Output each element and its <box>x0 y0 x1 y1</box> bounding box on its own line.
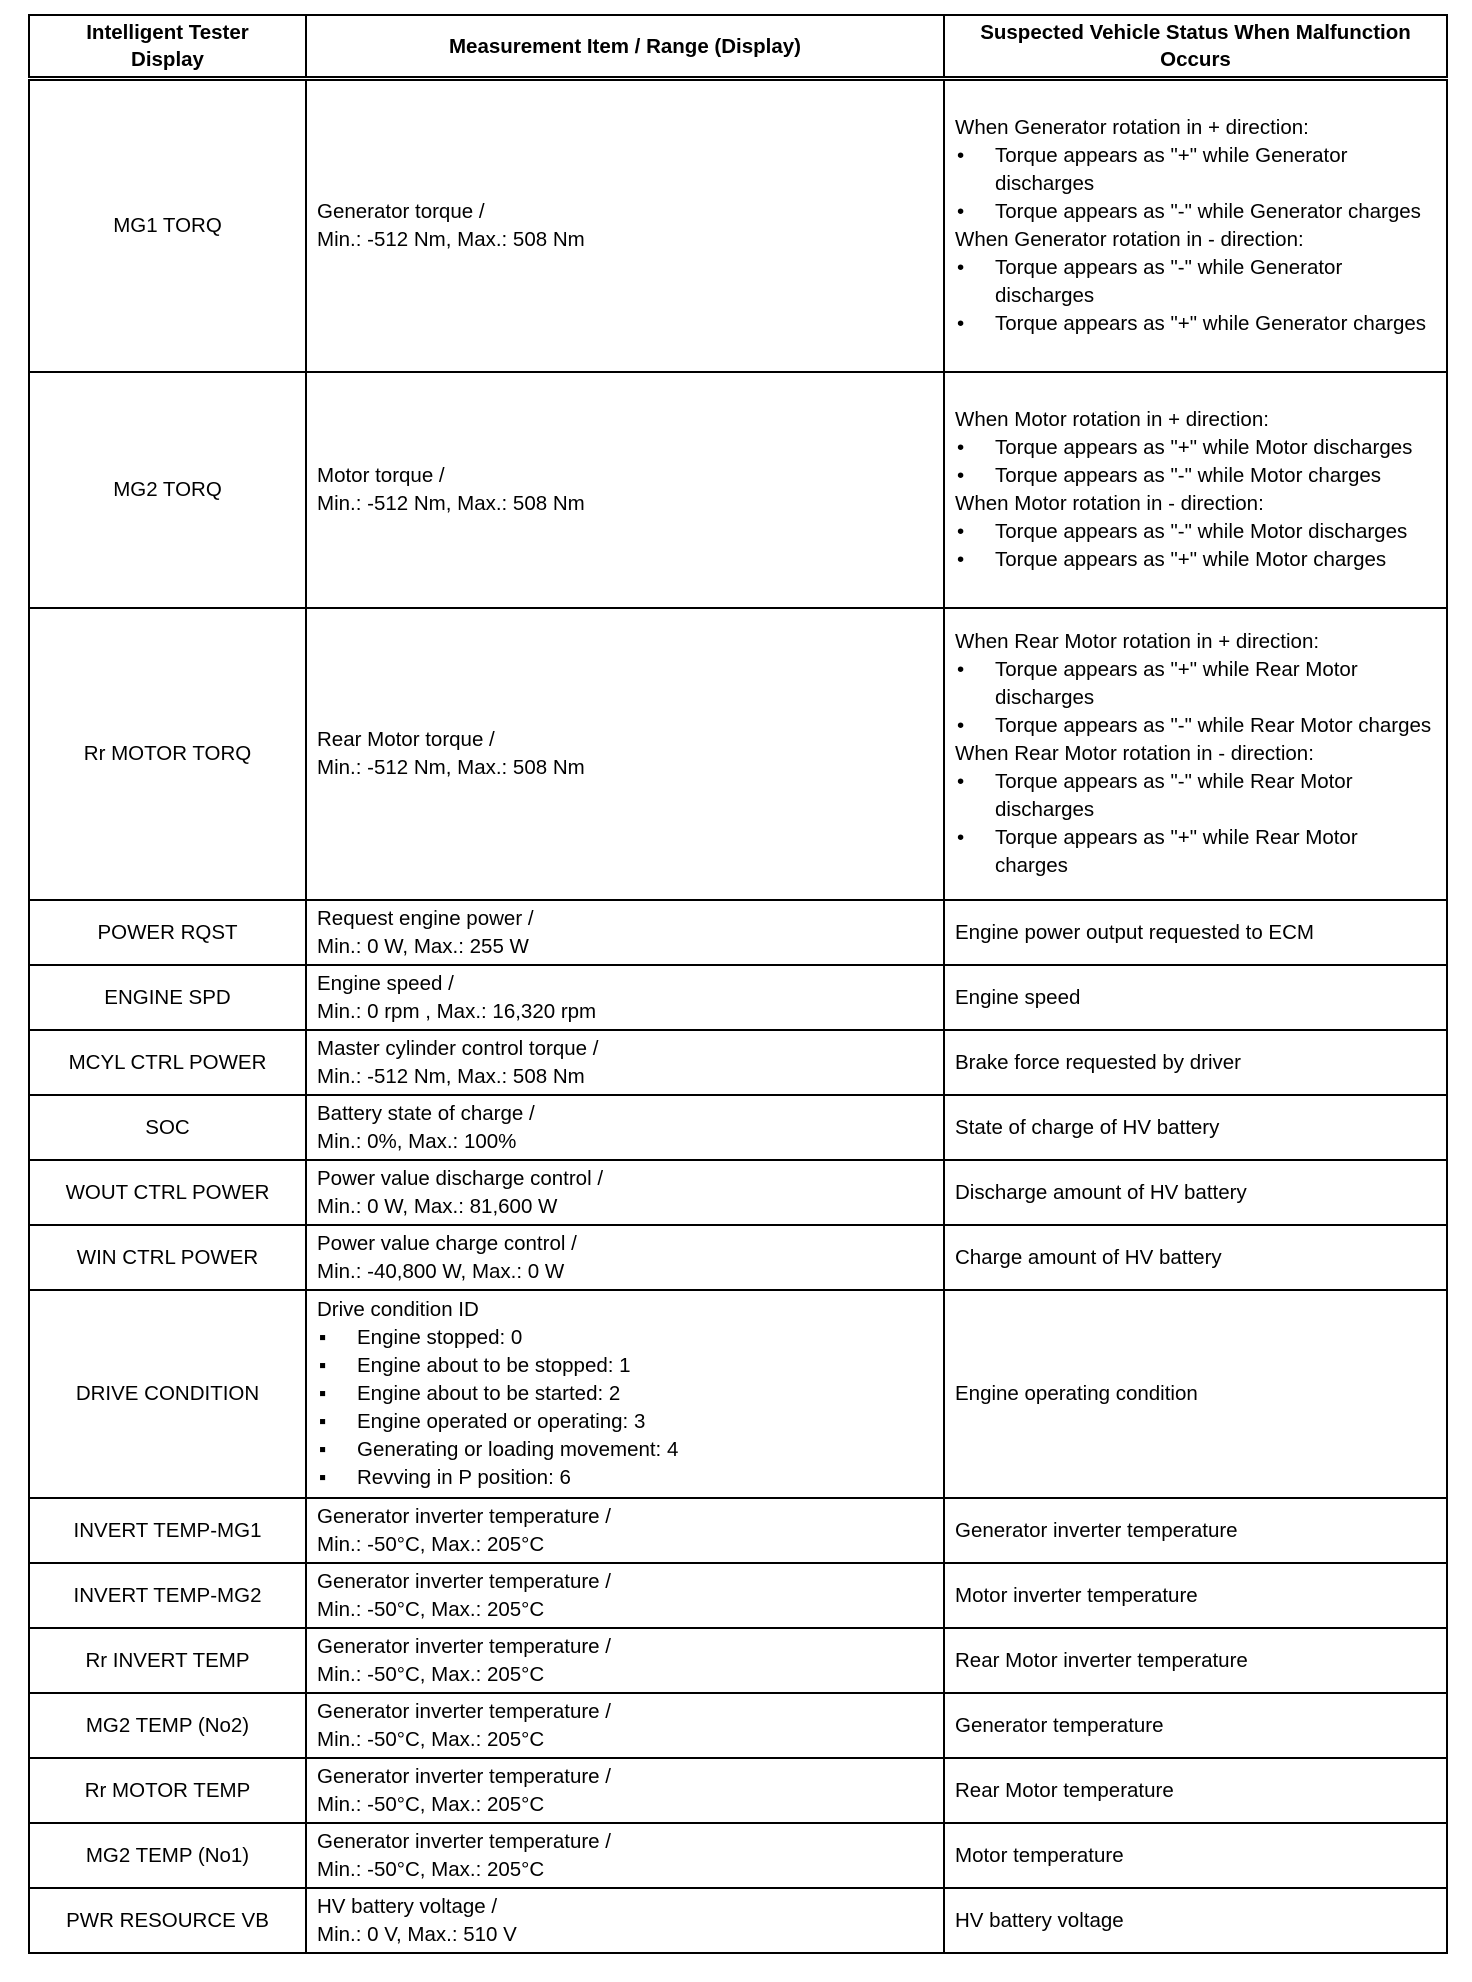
status-bullet: • Torque appears as "-" while Motor charges <box>955 462 1436 490</box>
status-bullet: • Torque appears as "+" while Motor discharges <box>955 434 1436 462</box>
measurement-cell: Engine speed / Min.: 0 rpm , Max.: 16,320 rpm <box>306 965 944 1030</box>
drive-condition-item: ▪ Revving in P position: 6 <box>317 1464 933 1492</box>
status-bullet: • Torque appears as "-" while Rear Motor charges <box>955 712 1436 740</box>
tester-display-cell: PWR RESOURCE VB <box>29 1888 306 1953</box>
tester-display-cell: DRIVE CONDITION <box>29 1290 306 1498</box>
status-heading: When Generator rotation in + direction: <box>955 116 1309 139</box>
status-bullets <box>955 434 1436 490</box>
measurement-cell: Battery state of charge / Min.: 0%, Max.: 100% <box>306 1095 944 1160</box>
table-row <box>29 1823 1447 1888</box>
status-cell: Motor inverter temperature <box>944 1563 1447 1628</box>
tester-display-cell: INVERT TEMP-MG1 <box>29 1498 306 1563</box>
status-cell: Generator inverter temperature <box>944 1498 1447 1563</box>
status-bullets <box>955 656 1436 740</box>
tester-display-cell: WIN CTRL POWER <box>29 1225 306 1290</box>
header-tester-display: Intelligent Tester Display <box>29 15 306 79</box>
status-cell: Generator temperature <box>944 1693 1447 1758</box>
status-bullets <box>955 768 1436 880</box>
measurement-cell: Rear Motor torque / Min.: -512 Nm, Max.: 508 Nm <box>306 608 944 900</box>
table-row <box>29 965 1447 1030</box>
table-row <box>29 1095 1447 1160</box>
status-cell: Engine power output requested to ECM <box>944 900 1447 965</box>
measurement-cell: Generator inverter temperature / Min.: -50°C, Max.: 205°C <box>306 1563 944 1628</box>
table-header-row <box>29 15 1447 79</box>
tester-display-cell: WOUT CTRL POWER <box>29 1160 306 1225</box>
drive-condition-item: ▪ Engine about to be stopped: 1 <box>317 1352 933 1380</box>
table-row <box>29 900 1447 965</box>
tester-display-cell: Rr INVERT TEMP <box>29 1628 306 1693</box>
document-page <box>28 14 1446 1954</box>
table-row <box>29 1290 1447 1498</box>
table-row <box>29 1160 1447 1225</box>
status-cell <box>944 79 1447 373</box>
measurement-cell: Power value charge control / Min.: -40,800 W, Max.: 0 W <box>306 1225 944 1290</box>
drive-condition-item: ▪ Generating or loading movement: 4 <box>317 1436 933 1464</box>
tester-display-cell: MG1 TORQ <box>29 79 306 373</box>
status-cell: HV battery voltage <box>944 1888 1447 1953</box>
header-measurement: Measurement Item / Range (Display) <box>306 15 944 79</box>
measurement-cell: Power value discharge control / Min.: 0 W, Max.: 81,600 W <box>306 1160 944 1225</box>
status-bullet: • Torque appears as "+" while Generator charges <box>955 310 1436 338</box>
tester-display-cell: POWER RQST <box>29 900 306 965</box>
status-heading: When Generator rotation in - direction: <box>955 228 1304 251</box>
drive-condition-item: ▪ Engine stopped: 0 <box>317 1324 933 1352</box>
measurement-cell: Motor torque / Min.: -512 Nm, Max.: 508 Nm <box>306 372 944 608</box>
status-bullet: • Torque appears as "+" while Rear Motor discharges <box>955 656 1436 712</box>
table-row <box>29 79 1447 373</box>
tester-display-cell: MG2 TEMP (No1) <box>29 1823 306 1888</box>
status-cell: Motor temperature <box>944 1823 1447 1888</box>
status-bullet: • Torque appears as "+" while Generator discharges <box>955 142 1436 198</box>
status-cell: Brake force requested by driver <box>944 1030 1447 1095</box>
measurement-cell: Drive condition ID ▪ Engine stopped: 0 ▪ Engine about to be stopped: 1 ▪ Engine about to be started: 2 ▪ Engine operated or operating: 3 ▪ Generating or loading movement: 4 ▪ Revving in P position: 6 <box>306 1290 944 1498</box>
status-bullet: • Torque appears as "+" while Motor charges <box>955 546 1436 574</box>
table-row <box>29 372 1447 608</box>
header-vehicle-status: Suspected Vehicle Status When Malfunction Occurs <box>944 15 1447 79</box>
status-heading: When Rear Motor rotation in + direction: <box>955 630 1320 653</box>
table-row <box>29 608 1447 900</box>
status-cell: Rear Motor temperature <box>944 1758 1447 1823</box>
table-row <box>29 1888 1447 1953</box>
measurement-cell: Generator inverter temperature / Min.: -50°C, Max.: 205°C <box>306 1498 944 1563</box>
status-cell: Charge amount of HV battery <box>944 1225 1447 1290</box>
table-row <box>29 1758 1447 1823</box>
measurement-cell: Generator torque / Min.: -512 Nm, Max.: 508 Nm <box>306 79 944 373</box>
measurement-cell: Generator inverter temperature / Min.: -50°C, Max.: 205°C <box>306 1823 944 1888</box>
measurement-cell: Generator inverter temperature / Min.: -50°C, Max.: 205°C <box>306 1628 944 1693</box>
table-row <box>29 1628 1447 1693</box>
measurement-cell: Master cylinder control torque / Min.: -512 Nm, Max.: 508 Nm <box>306 1030 944 1095</box>
tester-display-cell: MG2 TORQ <box>29 372 306 608</box>
drive-condition-list <box>317 1324 933 1492</box>
table-row <box>29 1563 1447 1628</box>
status-bullets <box>955 518 1436 574</box>
status-cell: Engine speed <box>944 965 1447 1030</box>
tester-display-cell: INVERT TEMP-MG2 <box>29 1563 306 1628</box>
status-bullet: • Torque appears as "-" while Rear Motor discharges <box>955 768 1436 824</box>
table-row <box>29 1693 1447 1758</box>
tester-display-cell: ENGINE SPD <box>29 965 306 1030</box>
measurement-cell: HV battery voltage / Min.: 0 V, Max.: 510 V <box>306 1888 944 1953</box>
drive-condition-item: ▪ Engine about to be started: 2 <box>317 1380 933 1408</box>
status-heading: When Rear Motor rotation in - direction: <box>955 742 1314 765</box>
status-cell: Discharge amount of HV battery <box>944 1160 1447 1225</box>
table-row <box>29 1030 1447 1095</box>
table-row <box>29 1498 1447 1563</box>
status-cell <box>944 372 1447 608</box>
status-cell: State of charge of HV battery <box>944 1095 1447 1160</box>
status-heading: When Motor rotation in + direction: <box>955 408 1269 431</box>
measurement-cell: Request engine power / Min.: 0 W, Max.: 255 W <box>306 900 944 965</box>
tester-display-cell: Rr MOTOR TEMP <box>29 1758 306 1823</box>
status-bullets <box>955 254 1436 338</box>
tester-display-cell: Rr MOTOR TORQ <box>29 608 306 900</box>
status-cell <box>944 608 1447 900</box>
tester-display-cell: MCYL CTRL POWER <box>29 1030 306 1095</box>
status-cell: Engine operating condition <box>944 1290 1447 1498</box>
table-row <box>29 1225 1447 1290</box>
status-heading: When Motor rotation in - direction: <box>955 492 1264 515</box>
status-bullet: • Torque appears as "-" while Generator discharges <box>955 254 1436 310</box>
status-bullet: • Torque appears as "-" while Motor discharges <box>955 518 1436 546</box>
drive-condition-item: ▪ Engine operated or operating: 3 <box>317 1408 933 1436</box>
tester-display-cell: SOC <box>29 1095 306 1160</box>
measurement-cell: Generator inverter temperature / Min.: -50°C, Max.: 205°C <box>306 1758 944 1823</box>
status-bullets <box>955 142 1436 226</box>
status-bullet: • Torque appears as "-" while Generator charges <box>955 198 1436 226</box>
status-bullet: • Torque appears as "+" while Rear Motor charges <box>955 824 1436 880</box>
tester-display-cell: MG2 TEMP (No2) <box>29 1693 306 1758</box>
data-list-table <box>28 14 1448 1954</box>
status-cell: Rear Motor inverter temperature <box>944 1628 1447 1693</box>
measurement-cell: Generator inverter temperature / Min.: -50°C, Max.: 205°C <box>306 1693 944 1758</box>
